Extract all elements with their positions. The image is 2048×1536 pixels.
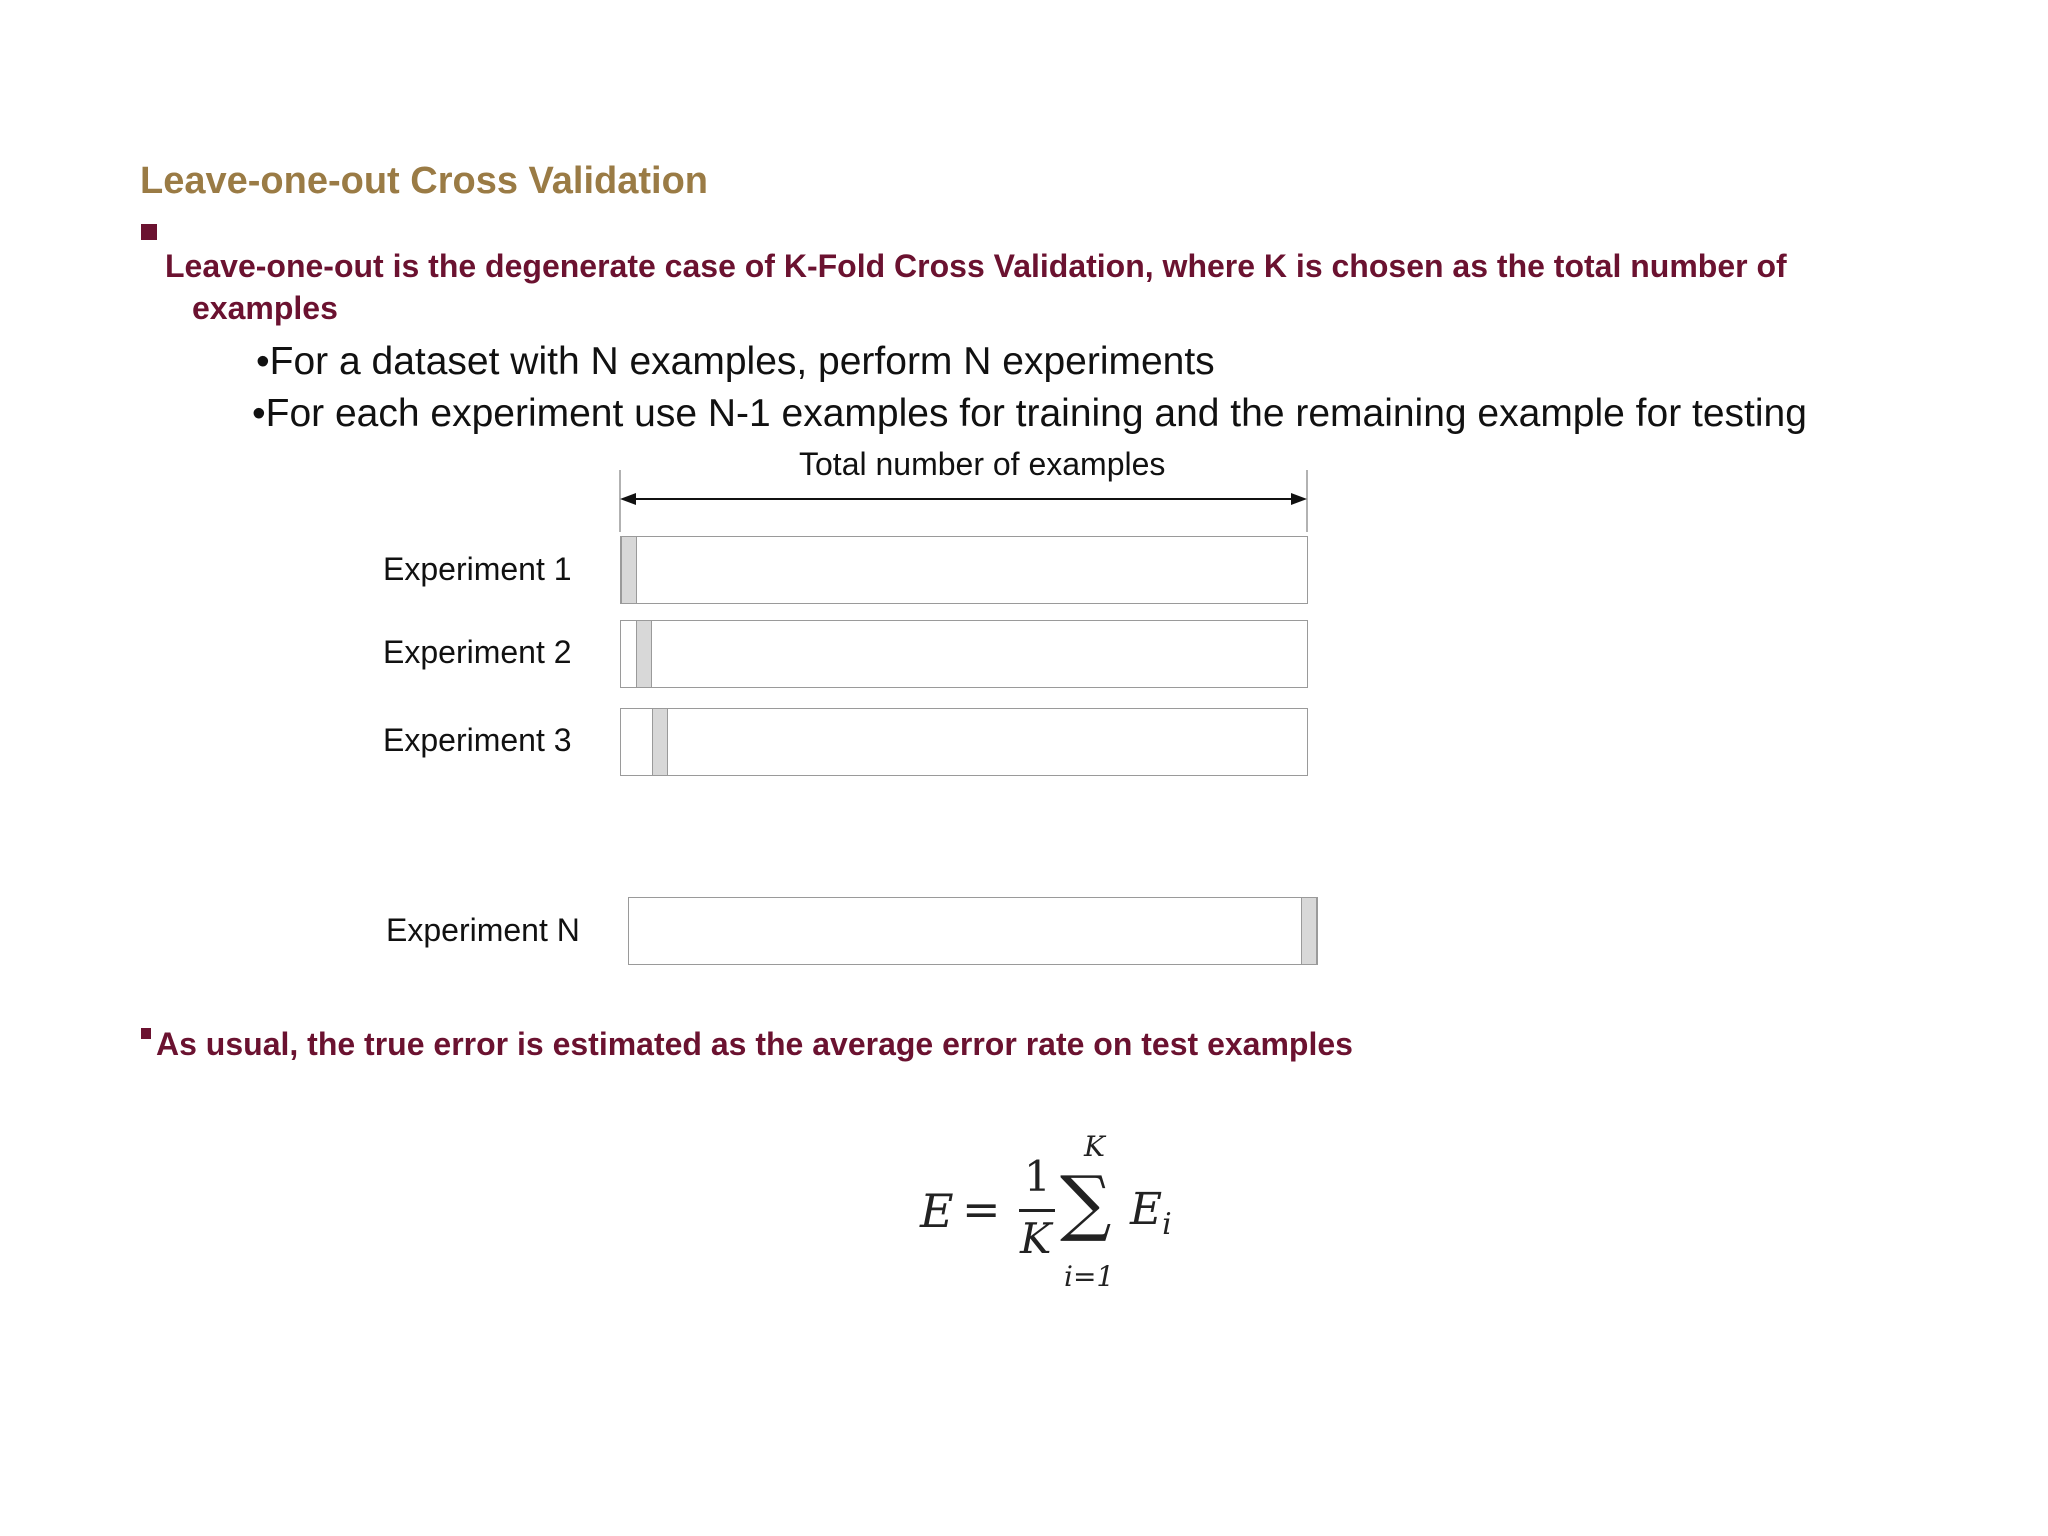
experiment-bar [620,708,1308,776]
experiment-bar [628,897,1318,965]
total-examples-label: Total number of examples [799,446,1166,482]
formula-denominator: K [1020,1214,1052,1263]
square-bullet-icon [141,1028,151,1039]
experiment-label: Experiment 2 [383,634,572,670]
sum-symbol-icon: ∑ [1060,1160,1112,1244]
formula-lhs: E [920,1184,954,1238]
test-example-cell [621,537,637,603]
experiment-label: Experiment 3 [383,722,572,758]
fraction-bar [1019,1209,1055,1212]
sum-upper-limit: K [1084,1130,1105,1163]
test-example-cell [1301,898,1317,964]
slide-title: Leave-one-out Cross Validation [140,160,708,202]
sub-bullet-2-text: For each experiment use N-1 examples for training and the remaining example for testing [265,392,1807,435]
test-example-cell [652,709,668,775]
formula-term [1130,1184,1172,1242]
point1-line1: Leave-one-out is the degenerate case of K-Fold Cross Validation, where K is chosen as the total number of [165,248,1787,284]
experiment-label: Experiment 1 [383,551,572,587]
bullet-dot-icon: • [252,392,266,435]
error-formula [900,1130,1200,1300]
square-bullet-icon [141,224,157,240]
arrowhead-left-icon [620,493,636,505]
bullet-dot-icon: • [256,340,270,383]
experiment-label: Experiment N [386,912,580,948]
point1-line2: examples [192,290,338,326]
formula-numerator: 1 [1024,1152,1051,1201]
term-base: E [1130,1184,1163,1235]
arrowhead-right-icon [1291,493,1307,505]
total-span-arrow [610,462,1310,532]
test-example-cell [636,621,652,687]
sub-bullet-2 [252,392,1807,436]
sum-lower-limit: i=1 [1064,1260,1115,1293]
point2-text: As usual, the true error is estimated as the average error rate on test examples [156,1026,1353,1062]
term-subscript: i [1162,1206,1172,1242]
formula-equals: = [962,1182,1001,1236]
experiment-bar [620,620,1308,688]
sub-bullet-1-text: For a dataset with N examples, perform N experiments [269,340,1215,383]
experiment-bar [620,536,1308,604]
sub-bullet-1 [256,340,1215,384]
